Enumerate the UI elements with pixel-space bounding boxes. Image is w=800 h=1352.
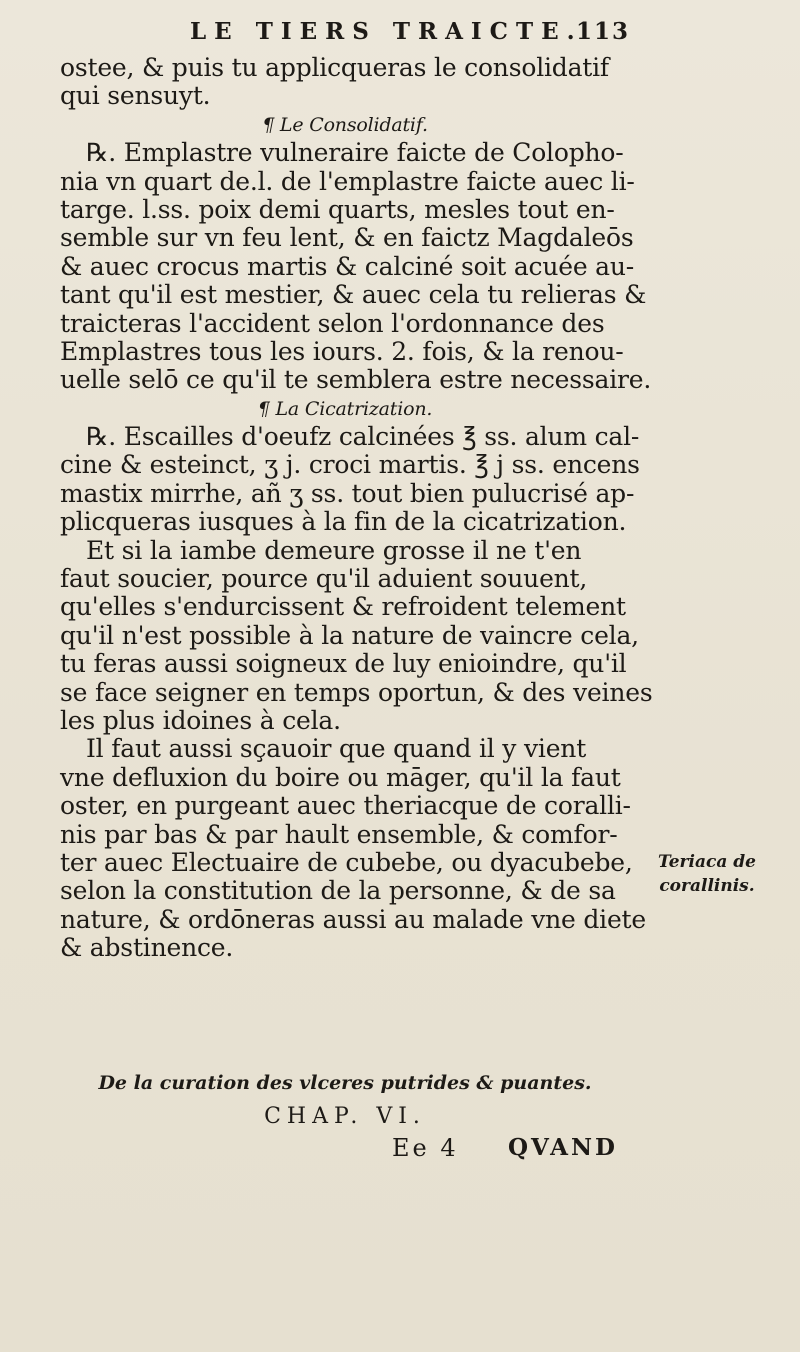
text-line: traicteras l'accident selon l'ordonnance des (60, 308, 605, 338)
running-title: LE TIERS TRAICTE. (190, 18, 583, 45)
text-line: Et si la iambe demeure grosse il ne t'en (86, 535, 582, 565)
text-line: plicqueras iusques à la fin de la cicatrization. (60, 507, 627, 537)
text-line: tu feras aussi soigneux de luy enioindre, qu'il (60, 649, 627, 679)
text-line: uelle selō ce qu'il te semblera estre necessaire. (60, 365, 652, 395)
text-line: nature, & ordōneras aussi au malade vne diete (60, 904, 646, 934)
text-line: ℞. Emplastre vulneraire faicte de Colopho- (86, 138, 624, 168)
chapter-title: De la curation des vlceres putrides & puantes. (98, 1072, 592, 1094)
text-line: mastix mirrhe, añ ʒ ss. tout bien pulucrisé ap- (60, 478, 635, 508)
text-line: & abstinence. (60, 933, 234, 963)
marginal-note-line: corallinis. (659, 876, 755, 896)
text-line: qui sensuyt. (60, 81, 211, 111)
text-line: nis par bas & par hault ensemble, & comfor- (60, 819, 618, 849)
section-heading-consolidatif: ¶ Le Consolidatif. (262, 113, 428, 136)
text-line: vne defluxion du boire ou māger, qu'il la faut (60, 762, 621, 792)
signature-mark: Ee 4 (392, 1134, 459, 1162)
marginal-note (622, 850, 792, 898)
page-number: 113 (575, 18, 630, 45)
marginal-note-line: Teriaca de (658, 852, 756, 872)
text-line: les plus idoines à cela. (60, 705, 341, 735)
text-line: targe. l.ss. poix demi quarts, mesles tout en- (60, 194, 615, 224)
text-line: ℞. Escailles d'oeufz calcinées ℥ ss. alum cal- (86, 422, 640, 452)
text-line: nia vn quart de.l. de l'emplastre faicte auec li- (60, 166, 635, 196)
catchword: QVAND (508, 1134, 618, 1161)
section-heading-cicatrization: ¶ La Cicatrization. (257, 397, 433, 420)
text-line: ter auec Electuaire de cubebe, ou dyacubebe, (60, 847, 633, 877)
text-line: se face seigner en temps oportun, & des veines (60, 677, 653, 707)
text-line: tant qu'il est mestier, & auec cela tu relieras & (60, 280, 647, 310)
text-line: qu'elles s'endurcissent & refroident telement (60, 592, 626, 622)
text-line: qu'il n'est possible à la nature de vaincre cela, (60, 620, 639, 650)
text-line: selon la constitution de la personne, & de sa (60, 876, 616, 906)
text-line: Il faut aussi sçauoir que quand il y vient (86, 734, 587, 764)
text-line: cine & esteinct, ʒ j. croci martis. ℥ j ss. encens (60, 450, 640, 480)
text-line: ostee, & puis tu applicqueras le consolidatif (60, 53, 609, 82)
running-header (190, 12, 630, 52)
text-line: Emplastres tous les iours. 2. fois, & la renou- (60, 336, 624, 366)
text-line: faut soucier, pource qu'il aduient souuent, (60, 564, 588, 594)
text-line: oster, en purgeant auec theriacque de coralli- (60, 791, 631, 821)
text-line: & auec crocus martis & calciné soit acuée au- (60, 251, 635, 281)
body-text (60, 53, 653, 963)
text-line: semble sur vn feu lent, & en faictz Magdaleōs (60, 223, 634, 253)
chapter-number: CHAP. VI. (264, 1104, 426, 1129)
